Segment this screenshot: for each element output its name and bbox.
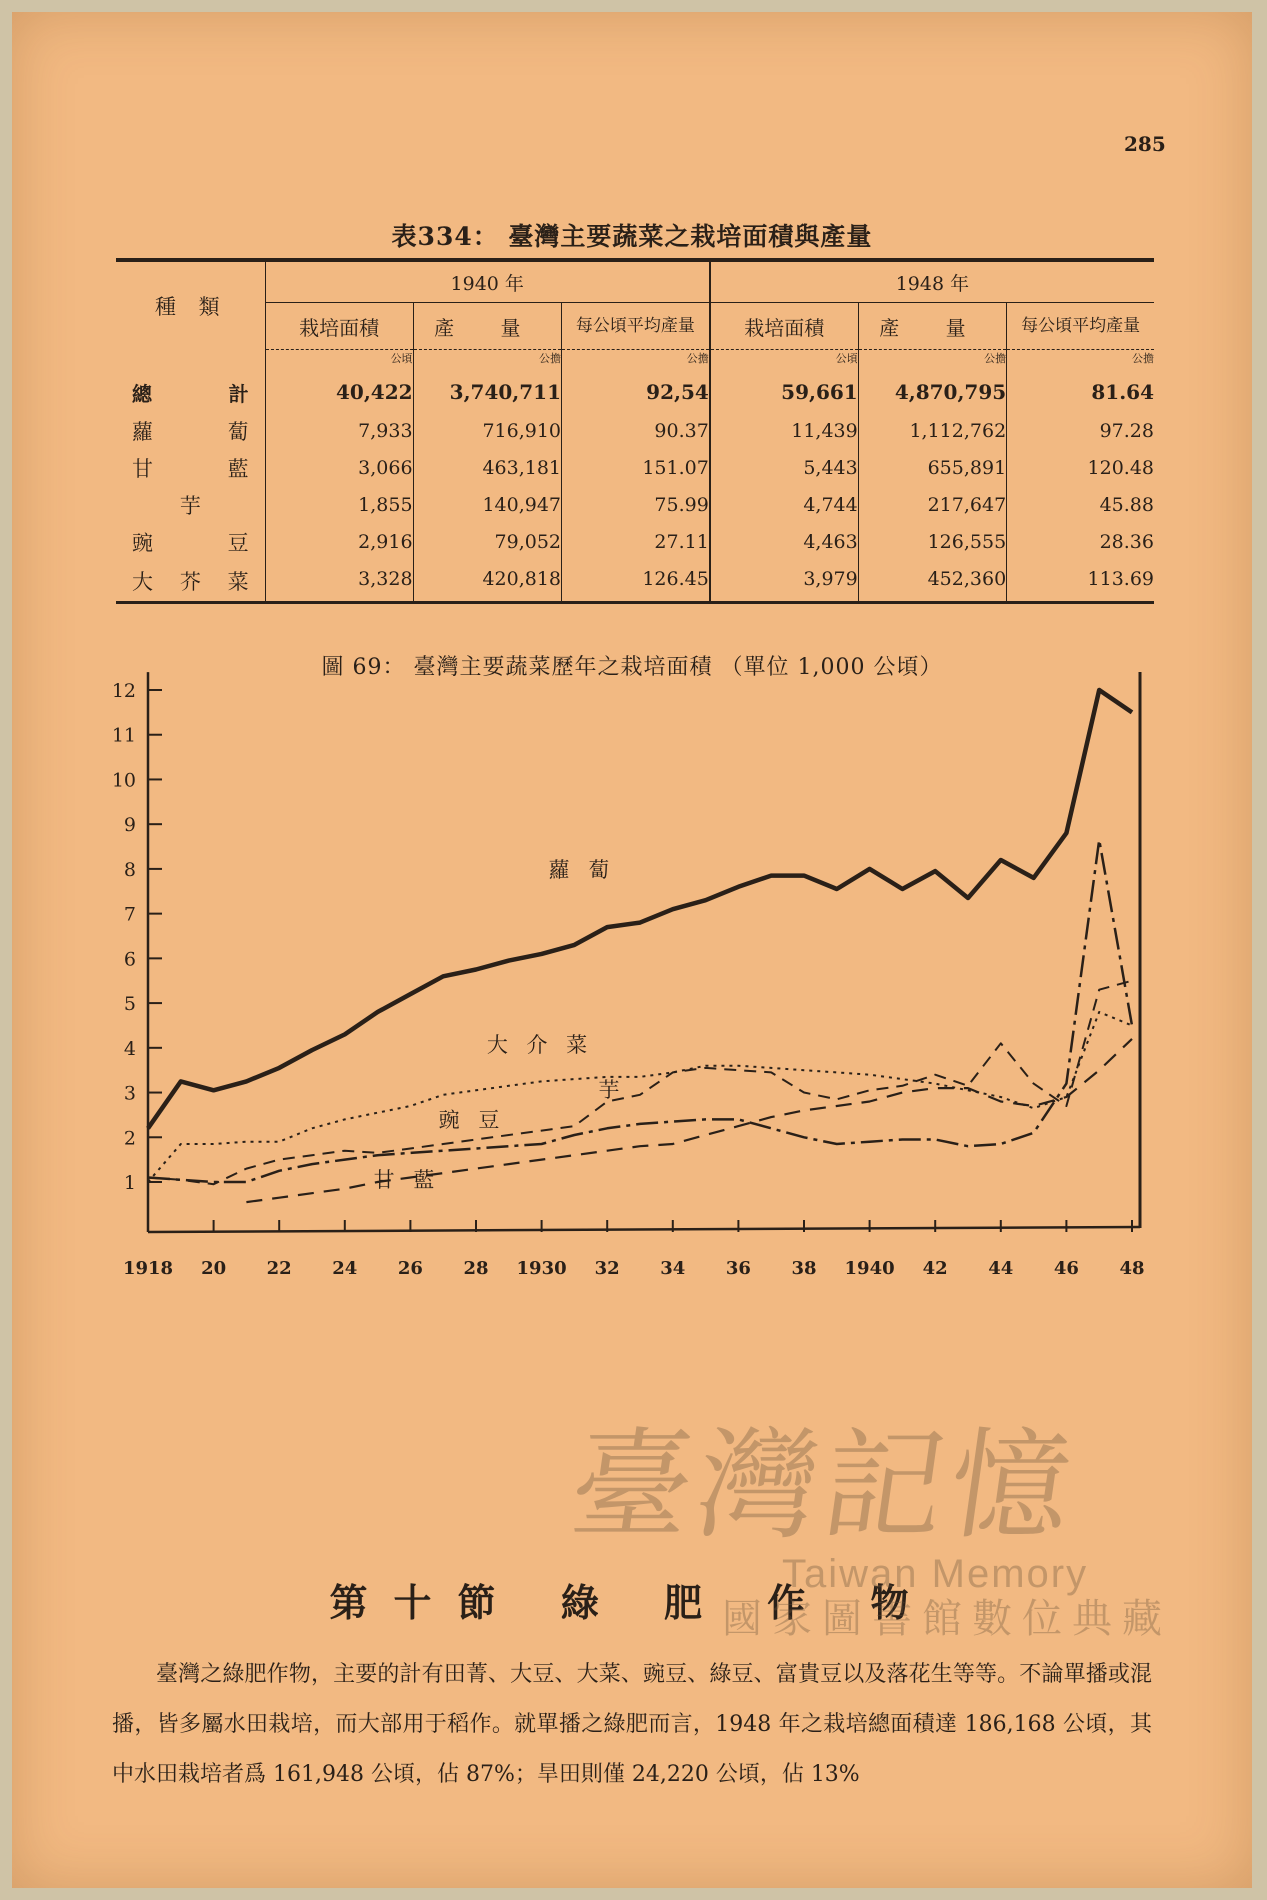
- vegetable-table: [116, 258, 1154, 604]
- x-tick-label: 32: [594, 1258, 620, 1279]
- table-row: [116, 372, 1154, 412]
- table-cell: 126,555: [858, 523, 1006, 560]
- row-label: 大 芥 菜: [116, 560, 265, 603]
- table-cell: 11,439: [710, 412, 858, 449]
- table-cell: 75.99: [562, 486, 710, 523]
- table-row: [116, 449, 1154, 486]
- y-tick-label: 11: [111, 724, 136, 747]
- table-cell: 4,870,795: [858, 372, 1006, 412]
- book-page: [12, 12, 1252, 1888]
- x-tick-label: 1930: [516, 1258, 567, 1279]
- x-tick-label: 42: [922, 1258, 948, 1279]
- y-tick-label: 5: [123, 993, 136, 1016]
- x-axis: [148, 1227, 1140, 1232]
- chart-labels: [112, 680, 1145, 1279]
- y-tick-label: 7: [123, 903, 136, 926]
- col-header-area: 栽培面積: [265, 303, 413, 350]
- x-tick-label: 36: [725, 1258, 751, 1279]
- table-cell: 3,066: [265, 449, 413, 486]
- x-tick-label: 46: [1053, 1258, 1079, 1279]
- x-tick-label: 38: [791, 1258, 817, 1279]
- y-tick-label: 6: [123, 948, 136, 971]
- unit-label: 公擔: [858, 350, 1006, 373]
- table-cell: 113.69: [1007, 560, 1154, 603]
- table-cell: 45.88: [1007, 486, 1154, 523]
- table-cell: 140,947: [413, 486, 561, 523]
- series-line: [148, 840, 1132, 1182]
- col-header-yield: 每公頃平均產量: [562, 303, 710, 350]
- table-cell: 3,979: [710, 560, 858, 603]
- table-cell: 3,740,711: [413, 372, 561, 412]
- x-tick-label: 28: [463, 1258, 489, 1279]
- corner-header: 種 類: [116, 260, 265, 350]
- page-number: 285: [1124, 132, 1166, 156]
- series-annotation: 大 介 菜: [486, 1033, 594, 1057]
- x-tick-label: 24: [332, 1258, 358, 1279]
- table-cell: 90.37: [562, 412, 710, 449]
- row-label: 蘿 蔔: [132, 419, 251, 444]
- table-cell: 217,647: [858, 486, 1006, 523]
- table-cell: 27.11: [562, 523, 710, 560]
- table-cell: 3,328: [265, 560, 413, 603]
- y-tick-label: 9: [123, 814, 136, 837]
- series-annotation: 蘿 蔔: [548, 858, 616, 882]
- x-tick-label: 20: [201, 1258, 227, 1279]
- chart-title: 圖 69： 臺灣主要蔬菜歷年之栽培面積 （單位 1,000 公頃）: [321, 655, 943, 680]
- series-line: [148, 690, 1132, 1128]
- table-cell: 40,422: [265, 372, 413, 412]
- x-tick-label: 26: [397, 1258, 423, 1279]
- table-cell: 79,052: [413, 523, 561, 560]
- table-title: 表334： 臺灣主要蔬菜之栽培面積與產量: [391, 222, 873, 251]
- row-label: 甘 藍: [132, 456, 251, 481]
- table-cell: 4,463: [710, 523, 858, 560]
- chart-series: [148, 690, 1132, 1202]
- table-cell: 716,910: [413, 412, 561, 449]
- row-label: 芋: [179, 493, 203, 518]
- series-line: [148, 981, 1132, 1184]
- y-tick-label: 1: [123, 1172, 136, 1194]
- table-cell: 452,360: [858, 560, 1006, 603]
- table-cell: 4,744: [710, 486, 858, 523]
- x-tick-label: 34: [660, 1258, 686, 1279]
- table-cell: 97.28: [1007, 412, 1154, 449]
- row-label: 總 計: [132, 381, 251, 406]
- table-row: [116, 486, 1154, 523]
- table-row: [116, 412, 1154, 449]
- y-tick-label: 10: [111, 769, 136, 792]
- table-row: [116, 560, 1154, 603]
- x-tick-label: 44: [988, 1258, 1014, 1279]
- series-annotation: 豌 豆: [438, 1108, 506, 1132]
- series-annotation: 芋: [598, 1078, 626, 1102]
- table-cell: 1,112,762: [858, 412, 1006, 449]
- x-tick-label: 1940: [844, 1258, 895, 1279]
- y-tick-label: 4: [123, 1037, 136, 1060]
- section-paragraph: 臺灣之綠肥作物，主要的計有田菁、大豆、大菜、豌豆、綠豆、富貴豆以及落花生等等。不論單播或混播，皆多屬水田栽培，而大部用于稻作。就單播之綠肥而言，1948 年之栽培總面積達 186,168 公頃，其中水田栽培者爲 161,948 公頃，佔 87%；旱田則僅 24,220 公頃，佔 13%: [112, 1662, 1152, 1787]
- col-header-output: 產 量: [858, 303, 1006, 350]
- y-tick-label: 8: [123, 858, 136, 881]
- watermark-subtitle: 國家圖書館數位典藏: [722, 1596, 1172, 1642]
- year-header-1940: 1940 年: [265, 260, 710, 303]
- series-annotation: 甘 藍: [373, 1168, 441, 1192]
- col-header-area: 栽培面積: [710, 303, 858, 350]
- section-title: 第十節 綠 肥 作 物: [329, 1580, 935, 1625]
- y-tick-label: 2: [123, 1127, 136, 1150]
- col-header-yield: 每公頃平均產量: [1007, 303, 1154, 350]
- chart-axes: [148, 672, 1140, 1232]
- table-cell: 59,661: [710, 372, 858, 412]
- y-tick-label: 3: [123, 1082, 136, 1105]
- table-cell: 92,54: [562, 372, 710, 412]
- x-tick-label: 1918: [122, 1258, 174, 1279]
- unit-label: 公頃: [265, 350, 413, 373]
- table-cell: 5,443: [710, 449, 858, 486]
- table-cell: 120.48: [1007, 449, 1154, 486]
- series-line: [148, 1012, 1132, 1182]
- table-row: [116, 523, 1154, 560]
- table-cell: 151.07: [562, 449, 710, 486]
- line-chart: [12, 672, 1252, 1532]
- unit-label: 公擔: [1007, 350, 1154, 373]
- watermark-english: Taiwan Memory: [782, 1552, 1089, 1596]
- row-label: 豌 豆: [132, 530, 251, 555]
- unit-label: 公擔: [562, 350, 710, 373]
- table-cell: 81.64: [1007, 372, 1154, 412]
- col-header-output: 產 量: [413, 303, 561, 350]
- year-header-1948: 1948 年: [710, 260, 1154, 303]
- table-cell: 126.45: [562, 560, 710, 603]
- x-tick-label: 48: [1119, 1258, 1145, 1279]
- x-tick-label: 22: [266, 1258, 292, 1279]
- unit-label: 公擔: [413, 350, 561, 373]
- table-cell: 463,181: [413, 449, 561, 486]
- table-cell: 1,855: [265, 486, 413, 523]
- table-cell: 420,818: [413, 560, 561, 603]
- y-tick-label: 12: [111, 680, 136, 702]
- watermark-title: 臺灣記憶: [562, 1417, 1086, 1556]
- unit-label: 公頃: [710, 350, 858, 373]
- table-cell: 655,891: [858, 449, 1006, 486]
- table-cell: 7,933: [265, 412, 413, 449]
- table-cell: 2,916: [265, 523, 413, 560]
- table-cell: 28.36: [1007, 523, 1154, 560]
